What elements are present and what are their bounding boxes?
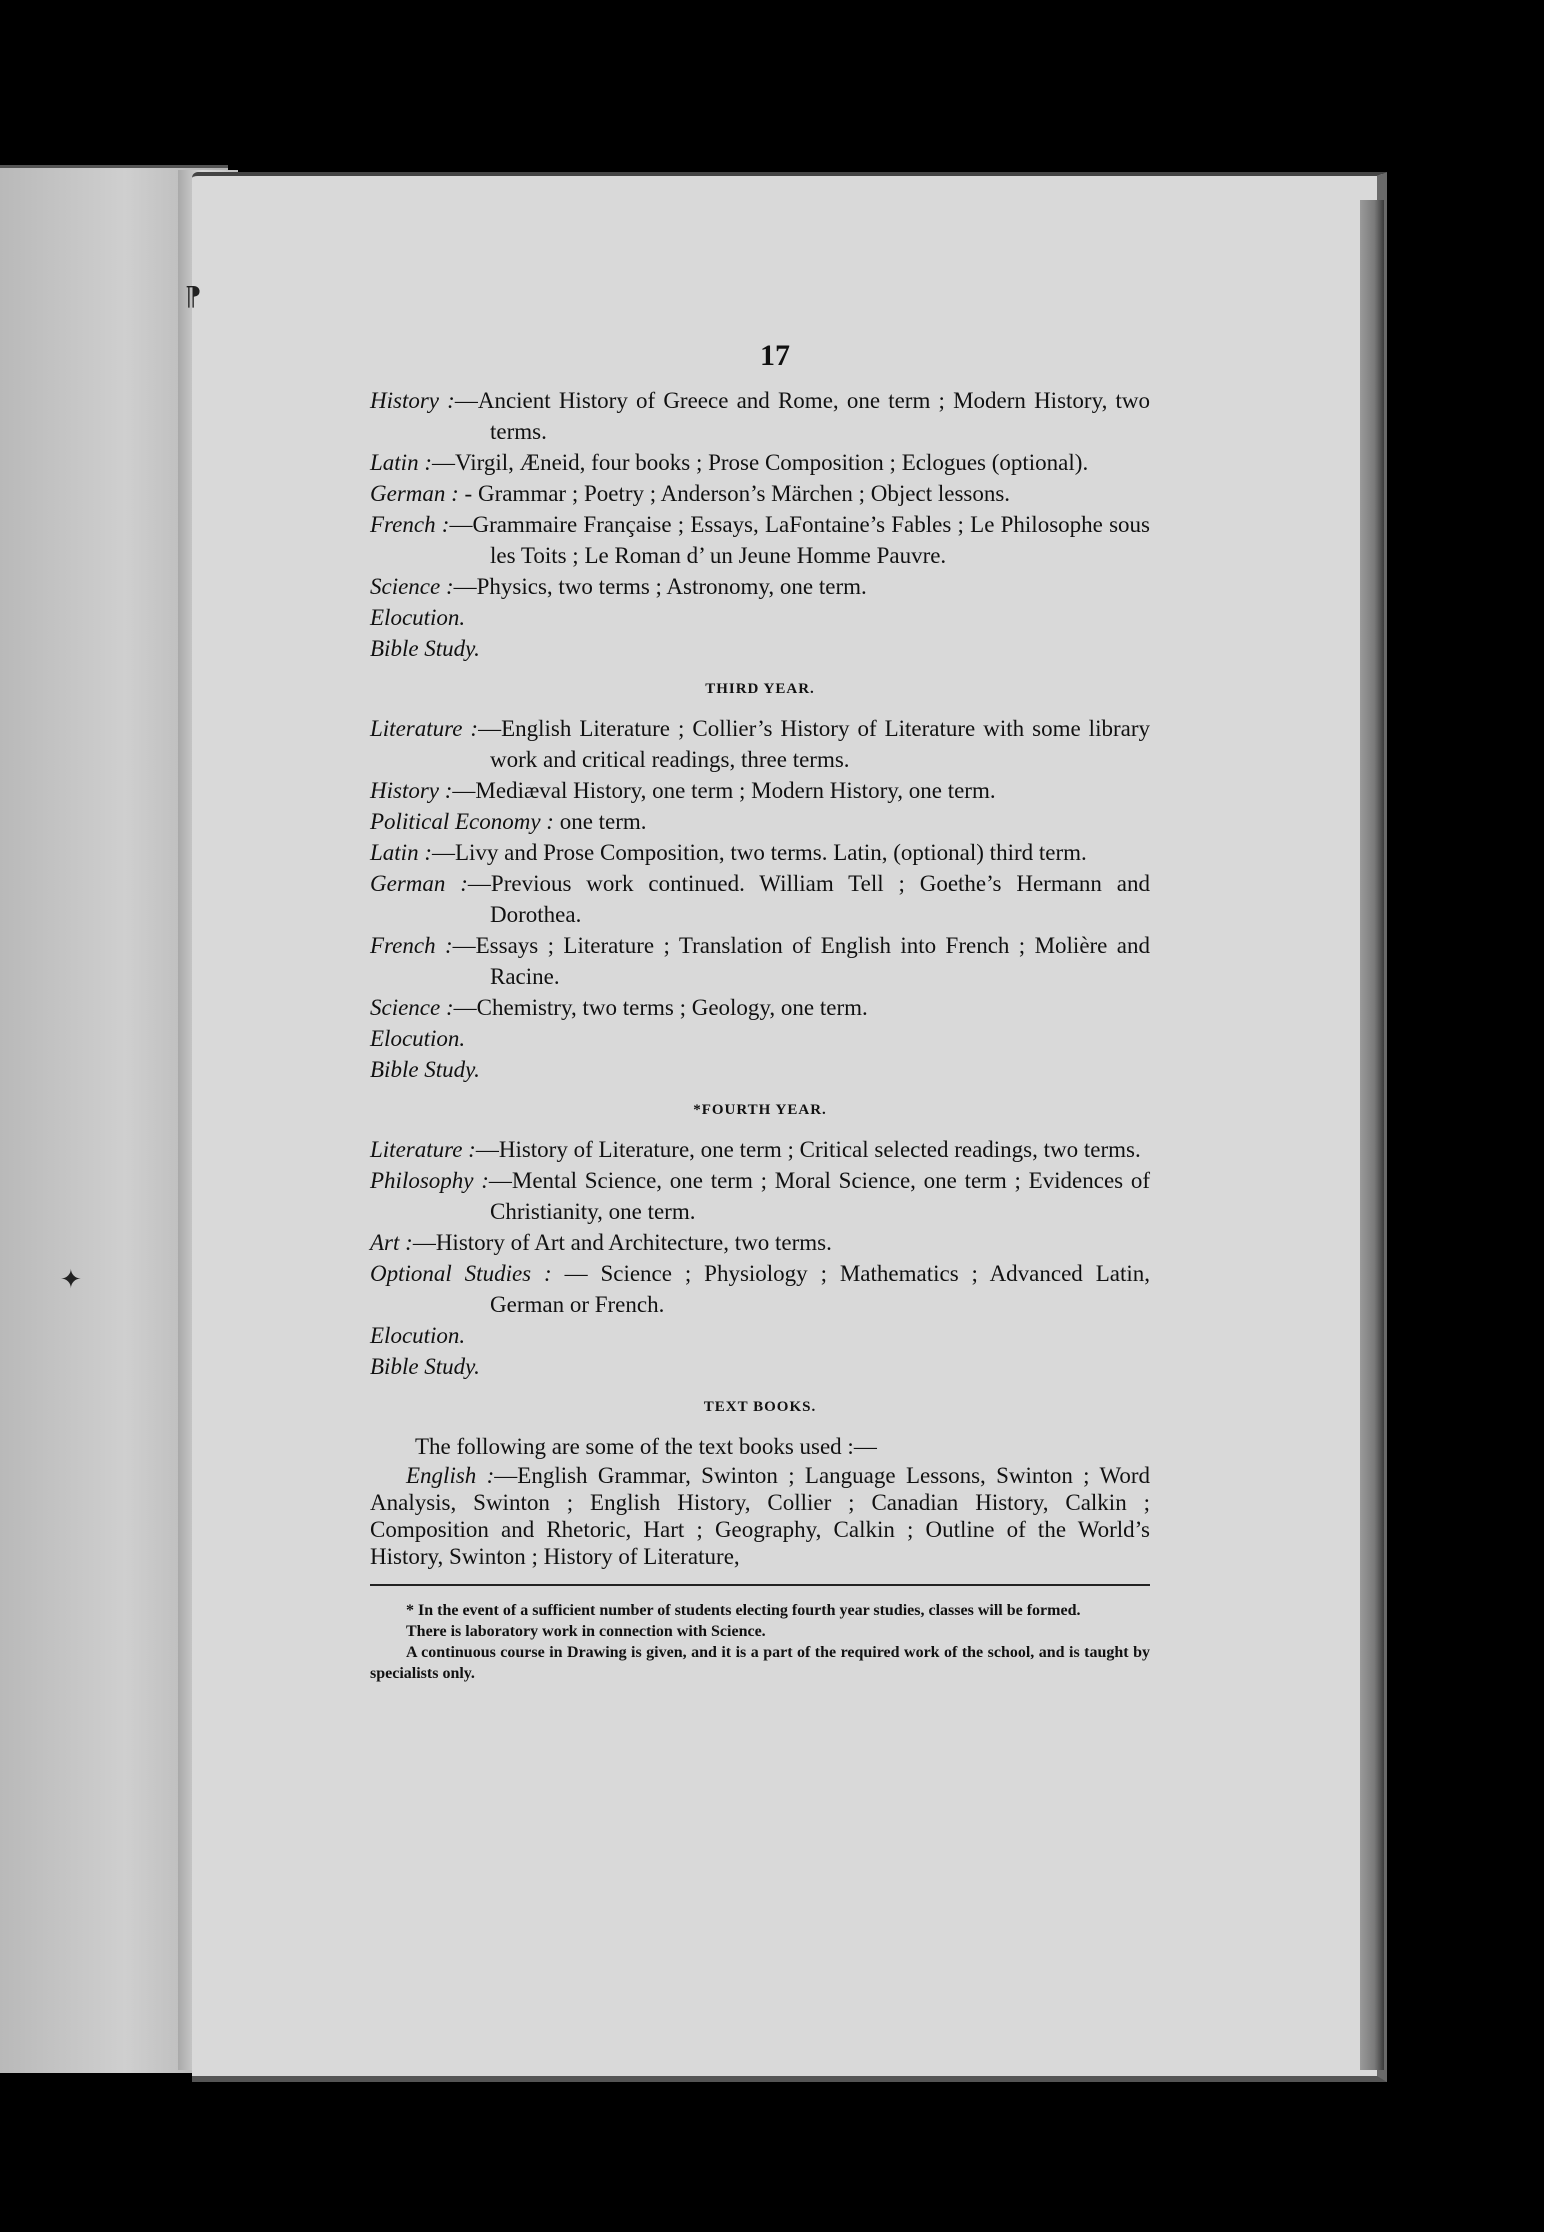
subject-text: —Grammaire Française ; Essays, LaFontaine’s Fables ; Le Philosophe sous les Toits ; Le Roman d’ un Jeune Homme Pauvre. — [449, 512, 1150, 568]
page-number: 17 — [760, 339, 790, 372]
subject-label: History : — [370, 388, 455, 413]
subject-text: —Virgil, Æneid, four books ; Prose Composition ; Eclogues (optional). — [431, 450, 1089, 475]
course-entry — [370, 713, 1150, 775]
course-entry — [370, 478, 1150, 509]
subject-text: —Physics, two terms ; Astronomy, one term. — [453, 574, 867, 599]
subject-label: Latin : — [370, 840, 432, 865]
page-text — [370, 340, 1150, 1684]
subject-label: Political Economy : — [370, 809, 554, 834]
elocution-line: Elocution. — [370, 1323, 466, 1348]
footnote-fourth-year: * In the event of a sufficient number of students electing fourth year studies, classes will be formed. — [406, 1602, 1081, 1619]
course-entry — [370, 775, 1150, 806]
subject-label: Literature : — [370, 1137, 476, 1162]
course-entry — [370, 571, 1150, 602]
course-entry — [370, 930, 1150, 992]
second-year-continued — [370, 385, 1150, 664]
course-entry — [370, 447, 1150, 478]
elocution-line: Elocution. — [370, 605, 466, 630]
page-edge-shadow — [1360, 200, 1384, 2070]
course-entry — [370, 837, 1150, 868]
subject-text: —History of Art and Architecture, two terms. — [412, 1230, 832, 1255]
course-entry — [370, 992, 1150, 1023]
subject-label: German : — [370, 871, 468, 896]
binding-mark: ✦ — [60, 1265, 82, 1294]
course-entry — [370, 1134, 1150, 1165]
subject-label: Philosophy : — [370, 1168, 489, 1193]
bible-study-line: Bible Study. — [370, 1057, 480, 1082]
subject-label: Science : — [370, 995, 454, 1020]
elocution-line: Elocution. — [370, 1026, 466, 1051]
course-entry — [370, 385, 1150, 447]
subject-label: History : — [370, 778, 453, 803]
third-year-heading: THIRD YEAR. — [705, 681, 815, 697]
subject-text: —Livy and Prose Composition, two terms. Latin, (optional) third term. — [431, 840, 1087, 865]
subject-text: — Science ; Physiology ; Mathematics ; Advanced Latin, German or French. — [490, 1261, 1150, 1317]
text-books-intro: The following are some of the text books used :— — [415, 1434, 877, 1459]
third-year-section — [370, 713, 1150, 1085]
subject-text: Grammar ; Poetry ; Anderson’s Märchen ; Object lessons. — [472, 481, 1011, 506]
subject-label: French : — [370, 512, 450, 537]
footnote-drawing: A continuous course in Drawing is given, and it is a part of the required work of the school, and is taught by specialists only. — [370, 1644, 1150, 1682]
subject-label: Optional Studies : — [370, 1261, 552, 1286]
subject-text: —Chemistry, two terms ; Geology, one term. — [453, 995, 868, 1020]
course-entry — [370, 1165, 1150, 1227]
bible-study-line: Bible Study. — [370, 636, 480, 661]
subject-label: French : — [370, 933, 453, 958]
footnote-laboratory: There is laboratory work in connection with Science. — [406, 1623, 766, 1640]
subject-label: Literature : — [370, 716, 479, 741]
subject-text: —English Literature ; Collier’s History of Literature with some library work and critical readings, three terms. — [478, 716, 1150, 772]
footnote-rule — [370, 1584, 1150, 1586]
subject-label: Latin : — [370, 450, 432, 475]
course-entry — [370, 806, 1150, 837]
subject-text: one term. — [553, 809, 647, 834]
subject-text: —Previous work continued. William Tell ; Goethe’s Hermann and Dorothea. — [467, 871, 1150, 927]
text-books-heading: TEXT BOOKS. — [703, 1399, 817, 1415]
course-entry — [370, 509, 1150, 571]
subject-text: —History of Literature, one term ; Critical selected readings, two terms. — [475, 1137, 1141, 1162]
subject-text: —Ancient History of Greece and Rome, one term ; Modern History, two terms. — [454, 388, 1150, 444]
binding-mark: ⁋ — [185, 282, 202, 311]
course-entry — [370, 868, 1150, 930]
course-entry — [370, 1227, 1150, 1258]
subject-text: —Essays ; Literature ; Translation of English into French ; Molière and Racine. — [452, 933, 1150, 989]
english-text-books — [370, 1462, 1150, 1570]
subject-label: Science : — [370, 574, 454, 599]
bible-study-line: Bible Study. — [370, 1354, 480, 1379]
course-entry — [370, 1258, 1150, 1320]
subject-text: —Mental Science, one term ; Moral Science, one term ; Evidences of Christianity, one term. — [488, 1168, 1150, 1224]
fourth-year-heading: *FOURTH YEAR. — [693, 1102, 827, 1118]
subject-label: German : - — [370, 481, 473, 506]
subject-text: —Mediæval History, one term ; Modern History, one term. — [452, 778, 996, 803]
english-text: —English Grammar, Swinton ; Language Lessons, Swinton ; Word Analysis, Swinton ; English History, Collier ; Canadian History, Calkin ; Composition and Rhetoric, Hart ; Geography, Calkin ; Outline of the World’s History, Swinton ; History of Literature, — [370, 1463, 1150, 1569]
subject-label: Art : — [370, 1230, 413, 1255]
fourth-year-section — [370, 1134, 1150, 1382]
english-label: English : — [406, 1463, 495, 1488]
